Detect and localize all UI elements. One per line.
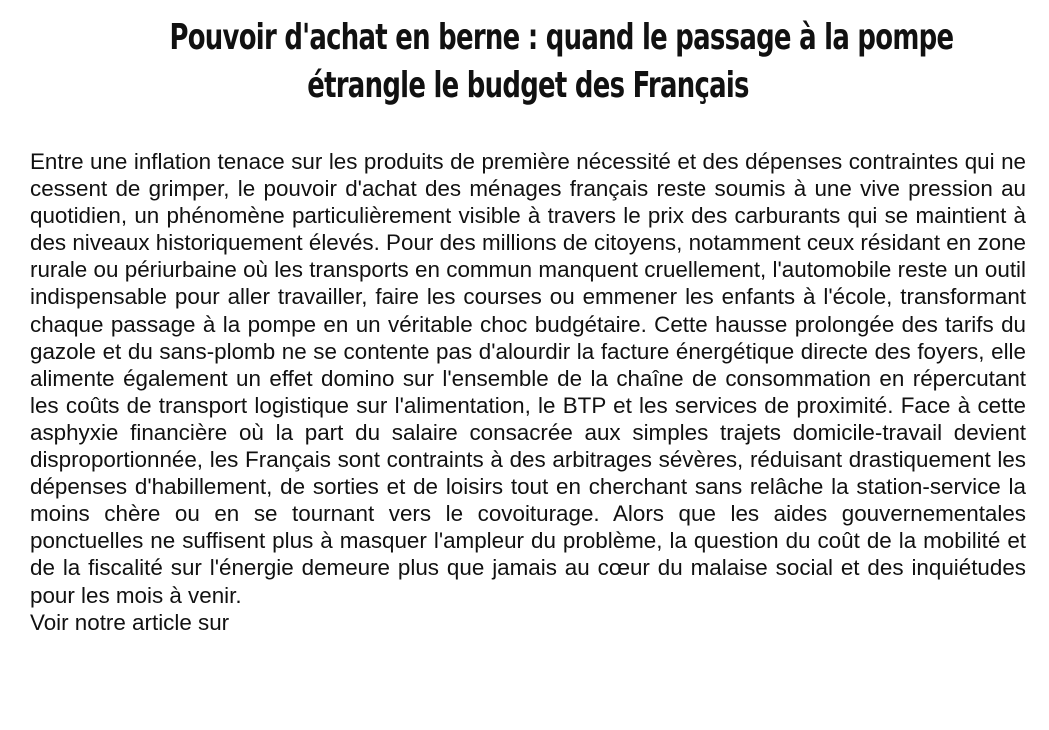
see-article-link[interactable]: Voir notre article sur: [30, 609, 230, 635]
title-block: [30, 14, 1026, 114]
article-title-line-1: Pouvoir d'achat en berne : quand le passage à la pompe: [169, 17, 954, 58]
article-title-line-2: étrangle le budget des Français: [307, 65, 749, 106]
article: [30, 14, 1026, 636]
article-body: Entre une inflation tenace sur les produits de première nécessité et des dépenses contraintes qui ne cessent de grimper, le pouvoir d'achat des ménages français reste soumis à une vive pression au quotidien, un phénomène particulièrement visible à travers le prix des carburants qui se maintient à des niveaux historiquement élevés. Pour des millions de citoyens, notamment ceux résidant en zone rurale ou périurbaine où les transports en commun manquent cruellement, l'automobile reste un outil indispensable pour aller travailler, faire les courses ou emmener les enfants à l'école, transformant chaque passage à la pompe en un véritable choc budgétaire. Cette hausse prolongée des tarifs du gazole et du sans-plomb ne se contente pas d'alourdir la facture énergétique directe des foyers, elle alimente également un effet domino sur l'ensemble de la chaîne de consommation en répercutant les coûts de transport logistique sur l'alimentation, le BTP et les services de proximité. Face à cette asphyxie financière où la part du salaire consacrée aux simples trajets domicile-travail devient disproportionnée, les Français sont contraints à des arbitrages sévères, réduisant drastiquement les dépenses d'habillement, de sorties et de loisirs tout en cherchant sans relâche la station-service la moins chère ou en se tournant vers le covoiturage. Alors que les aides gouvernementales ponctuelles ne suffisent plus à masquer l'ampleur du problème, la question du coût de la mobilité et de la fiscalité sur l'énergie demeure plus que jamais au cœur du malaise social et des inquiétudes pour les mois à venir.: [30, 149, 1026, 608]
